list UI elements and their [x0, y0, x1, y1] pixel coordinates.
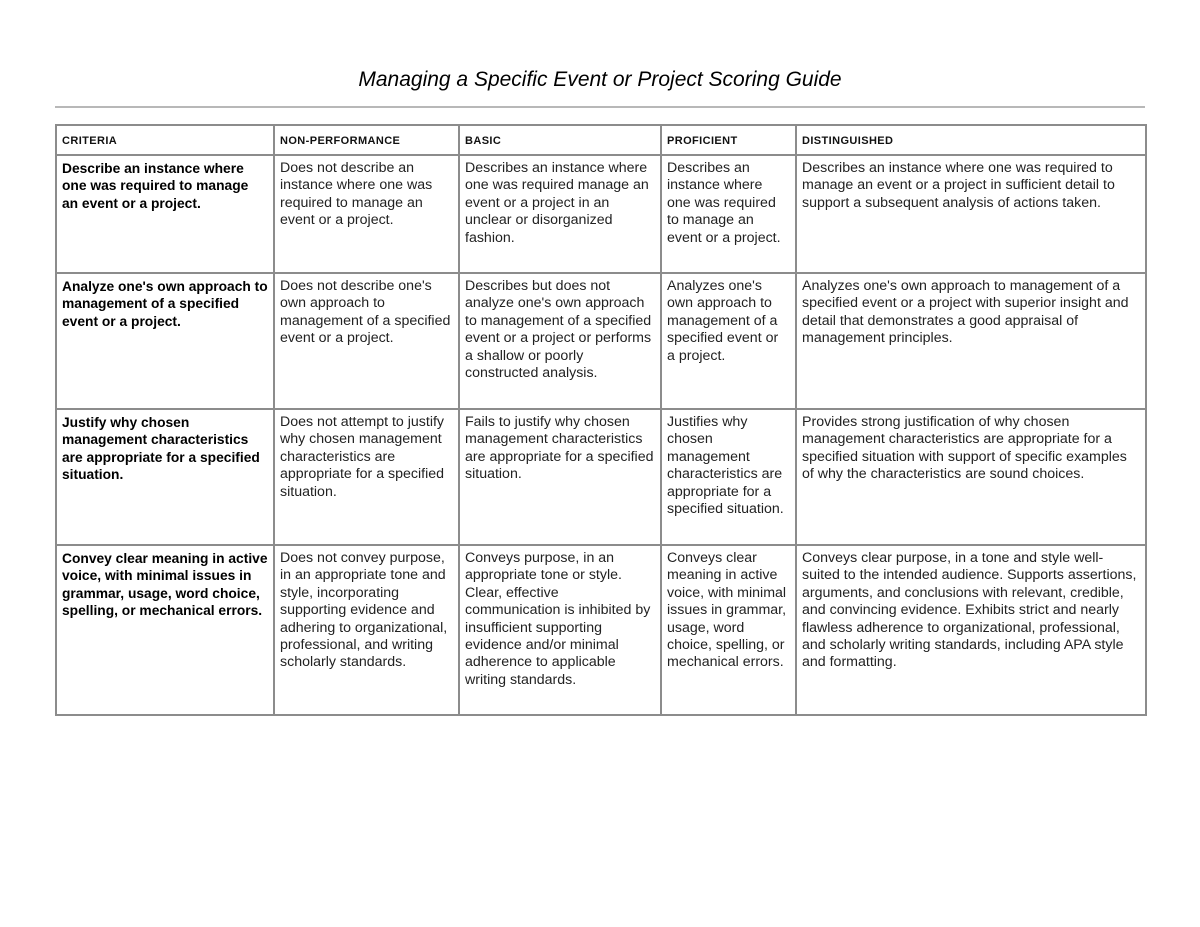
- table-header-row: [56, 125, 1146, 155]
- table-row: [56, 545, 1146, 715]
- basic-cell: Conveys purpose, in an appropriate tone or style. Clear, effective communication is inhibited by insufficient supporting evidence and/or minimal adherence to applicable writing standards.: [459, 545, 661, 715]
- proficient-cell: Analyzes one's own approach to management of a specified event or a project.: [661, 273, 796, 409]
- criteria-cell: Describe an instance where one was required to manage an event or a project.: [56, 155, 274, 273]
- table-row: [56, 409, 1146, 545]
- page-title: Managing a Specific Event or Project Scoring Guide: [358, 68, 842, 91]
- header-proficient: PROFICIENT: [661, 125, 796, 155]
- criteria-cell: Justify why chosen management characteristics are appropriate for a specified situation.: [56, 409, 274, 545]
- basic-cell: Fails to justify why chosen management characteristics are appropriate for a specified situation.: [459, 409, 661, 545]
- proficient-cell: Describes an instance where one was required to manage an event or a project.: [661, 155, 796, 273]
- header-criteria: CRITERIA: [56, 125, 274, 155]
- header-basic: BASIC: [459, 125, 661, 155]
- basic-cell: Describes but does not analyze one's own approach to management of a specified event or a project or performs a shallow or poorly constructed analysis.: [459, 273, 661, 409]
- non-performance-cell: Does not convey purpose, in an appropriate tone and style, incorporating supporting evidence and adhering to organizational, professional, and writing scholarly standards.: [274, 545, 459, 715]
- non-performance-cell: Does not describe one's own approach to management of a specified event or a project.: [274, 273, 459, 409]
- distinguished-cell: Provides strong justification of why chosen management characteristics are appropriate for a specified situation with support of specific examples of why the characteristics are sound choices.: [796, 409, 1146, 545]
- table-row: [56, 273, 1146, 409]
- criteria-cell: Analyze one's own approach to management of a specified event or a project.: [56, 273, 274, 409]
- distinguished-cell: Conveys clear purpose, in a tone and style well-suited to the intended audience. Supports assertions, arguments, and conclusions with relevant, credible, and convincing evidence. Exhibits strict and nearly flawless adherence to organizational, professional, and scholarly writing standards, including APA style and formatting.: [796, 545, 1146, 715]
- non-performance-cell: Does not attempt to justify why chosen management characteristics are appropriate for a specified situation.: [274, 409, 459, 545]
- table-row: [56, 155, 1146, 273]
- header-distinguished: DISTINGUISHED: [796, 125, 1146, 155]
- title-divider: [55, 106, 1145, 108]
- scoring-guide-table: [55, 124, 1147, 716]
- distinguished-cell: Describes an instance where one was required to manage an event or a project in sufficient detail to support a subsequent analysis of actions taken.: [796, 155, 1146, 273]
- non-performance-cell: Does not describe an instance where one was required to manage an event or a project.: [274, 155, 459, 273]
- header-non-performance: NON-PERFORMANCE: [274, 125, 459, 155]
- basic-cell: Describes an instance where one was required manage an event or a project in an unclear or disorganized fashion.: [459, 155, 661, 273]
- proficient-cell: Conveys clear meaning in active voice, with minimal issues in grammar, usage, word choice, spelling, or mechanical errors.: [661, 545, 796, 715]
- proficient-cell: Justifies why chosen management characteristics are appropriate for a specified situation.: [661, 409, 796, 545]
- criteria-cell: Convey clear meaning in active voice, with minimal issues in grammar, usage, word choice, spelling, or mechanical errors.: [56, 545, 274, 715]
- distinguished-cell: Analyzes one's own approach to management of a specified event or a project with superior insight and detail that demonstrates a good appraisal of management principles.: [796, 273, 1146, 409]
